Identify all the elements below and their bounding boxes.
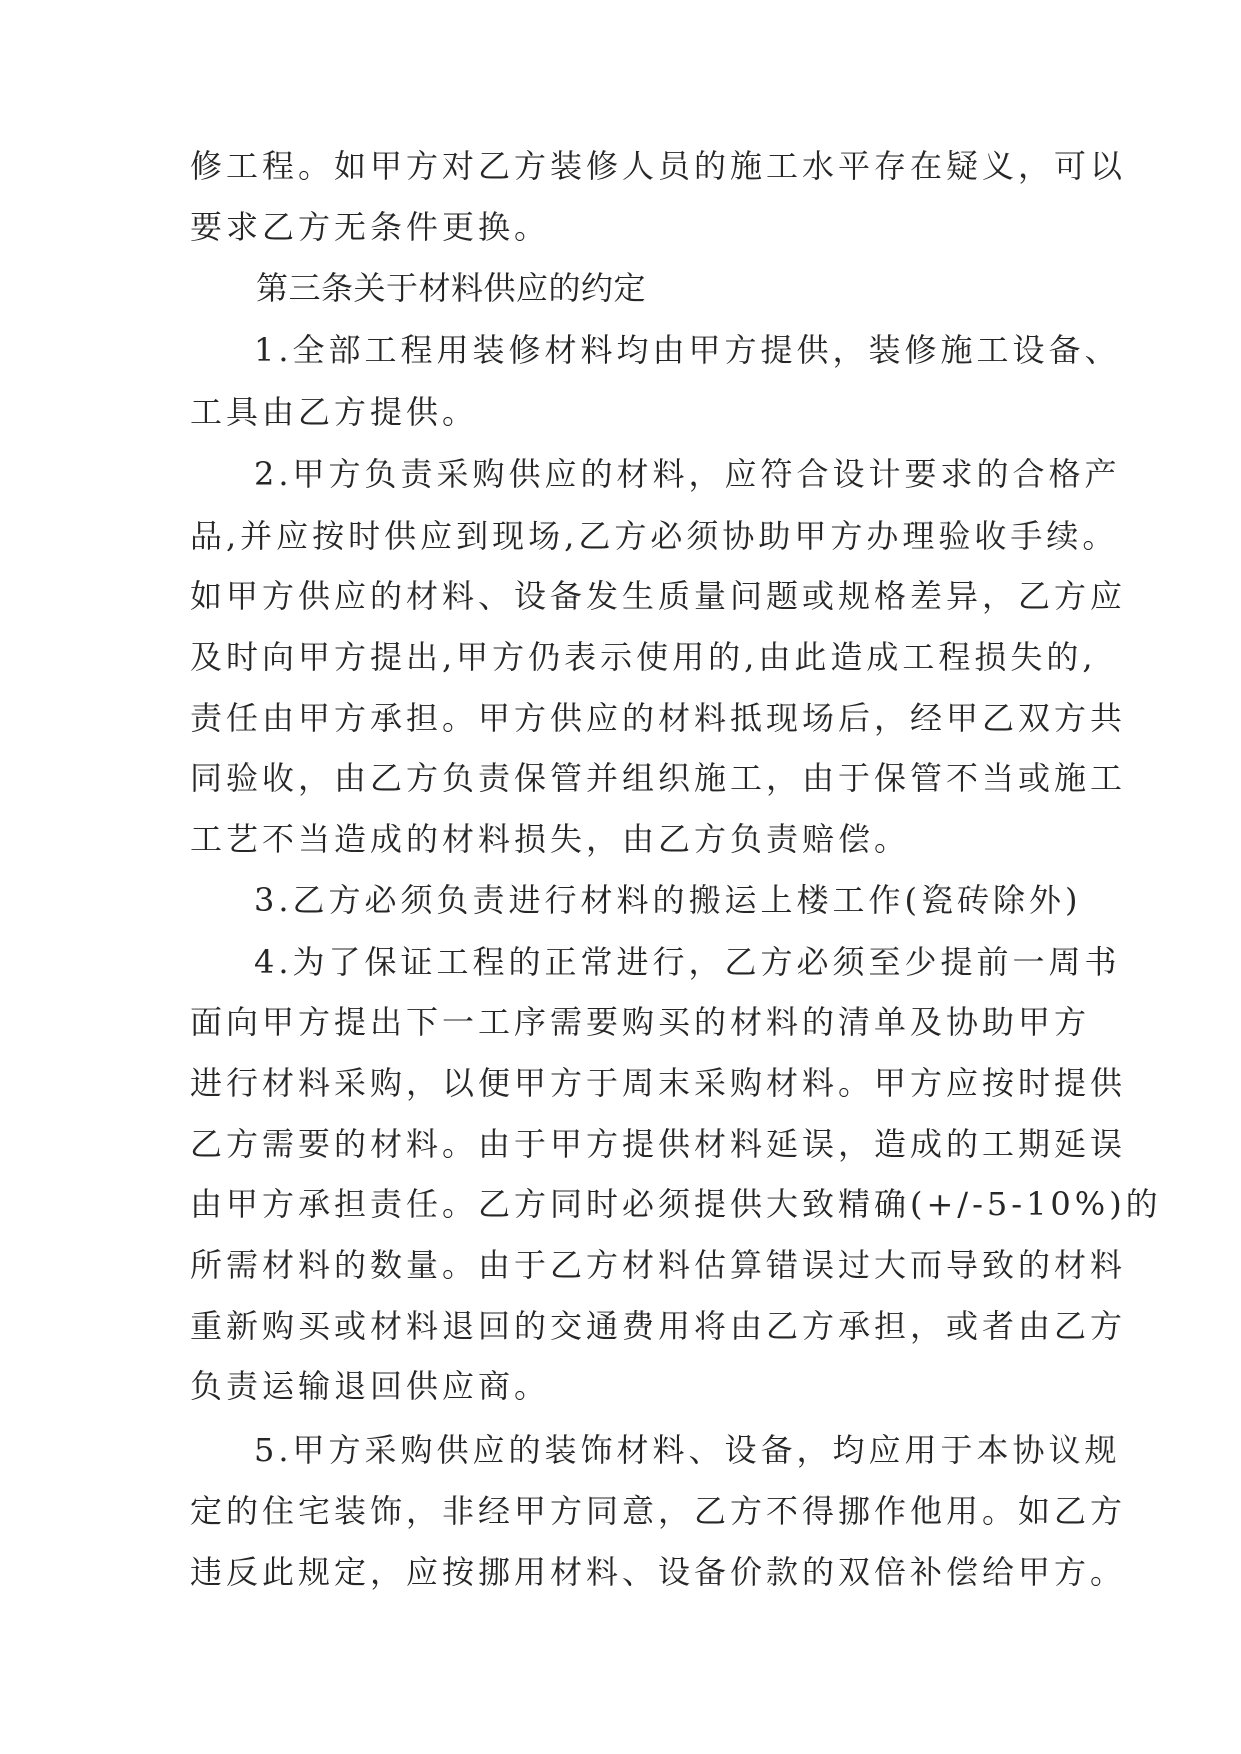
- text-line: 违反此规定，应按挪用材料、设备价款的双倍补偿给甲方。: [190, 1553, 1127, 1591]
- text-line: 4.为了保证工程的正常进行，乙方必须至少提前一周书: [254, 943, 1121, 981]
- text-line: 面向甲方提出下一工序需要购买的材料的清单及协助甲方: [190, 1003, 1091, 1041]
- text-line: 所需材料的数量。由于乙方材料估算错误过大而导致的材料: [190, 1246, 1127, 1284]
- section-heading: 第三条关于材料供应的约定: [256, 269, 647, 307]
- text-line: 工艺不当造成的材料损失，由乙方负责赔偿。: [190, 820, 911, 858]
- text-line: 同验收，由乙方负责保管并组织施工，由于保管不当或施工: [190, 759, 1127, 797]
- text-line: 负责运输退回供应商。: [190, 1367, 551, 1405]
- text-line: 重新购买或材料退回的交通费用将由乙方承担，或者由乙方: [190, 1307, 1127, 1345]
- text-line: 修工程。如甲方对乙方装修人员的施工水平存在疑义，可以: [190, 147, 1127, 185]
- text-line: 如甲方供应的材料、设备发生质量问题或规格差异，乙方应: [190, 577, 1127, 615]
- text-line: 1.全部工程用装修材料均由甲方提供，装修施工设备、: [254, 331, 1121, 369]
- text-line: 乙方需要的材料。由于甲方提供材料延误，造成的工期延误: [190, 1125, 1127, 1163]
- text-line: 进行材料采购，以便甲方于周末采购材料。甲方应按时提供: [190, 1064, 1127, 1102]
- text-line: 2.甲方负责采购供应的材料，应符合设计要求的合格产: [254, 455, 1121, 493]
- text-line: 3.乙方必须负责进行材料的搬运上楼工作(瓷砖除外): [254, 881, 1082, 919]
- text-line: 责任由甲方承担。甲方供应的材料抵现场后，经甲乙双方共: [190, 699, 1127, 737]
- text-line: 品,并应按时供应到现场,乙方必须协助甲方办理验收手续。: [190, 517, 1119, 555]
- text-line: 及时向甲方提出,甲方仍表示使用的,由此造成工程损失的,: [190, 638, 1097, 676]
- text-line: 定的住宅装饰，非经甲方同意，乙方不得挪作他用。如乙方: [190, 1492, 1127, 1530]
- text-line: 由甲方承担责任。乙方同时必须提供大致精确(+/-5-10%)的: [190, 1185, 1162, 1223]
- text-line: 要求乙方无条件更换。: [190, 208, 551, 246]
- text-line: 工具由乙方提供。: [190, 393, 479, 431]
- text-line: 5.甲方采购供应的装饰材料、设备，均应用于本协议规: [254, 1431, 1121, 1469]
